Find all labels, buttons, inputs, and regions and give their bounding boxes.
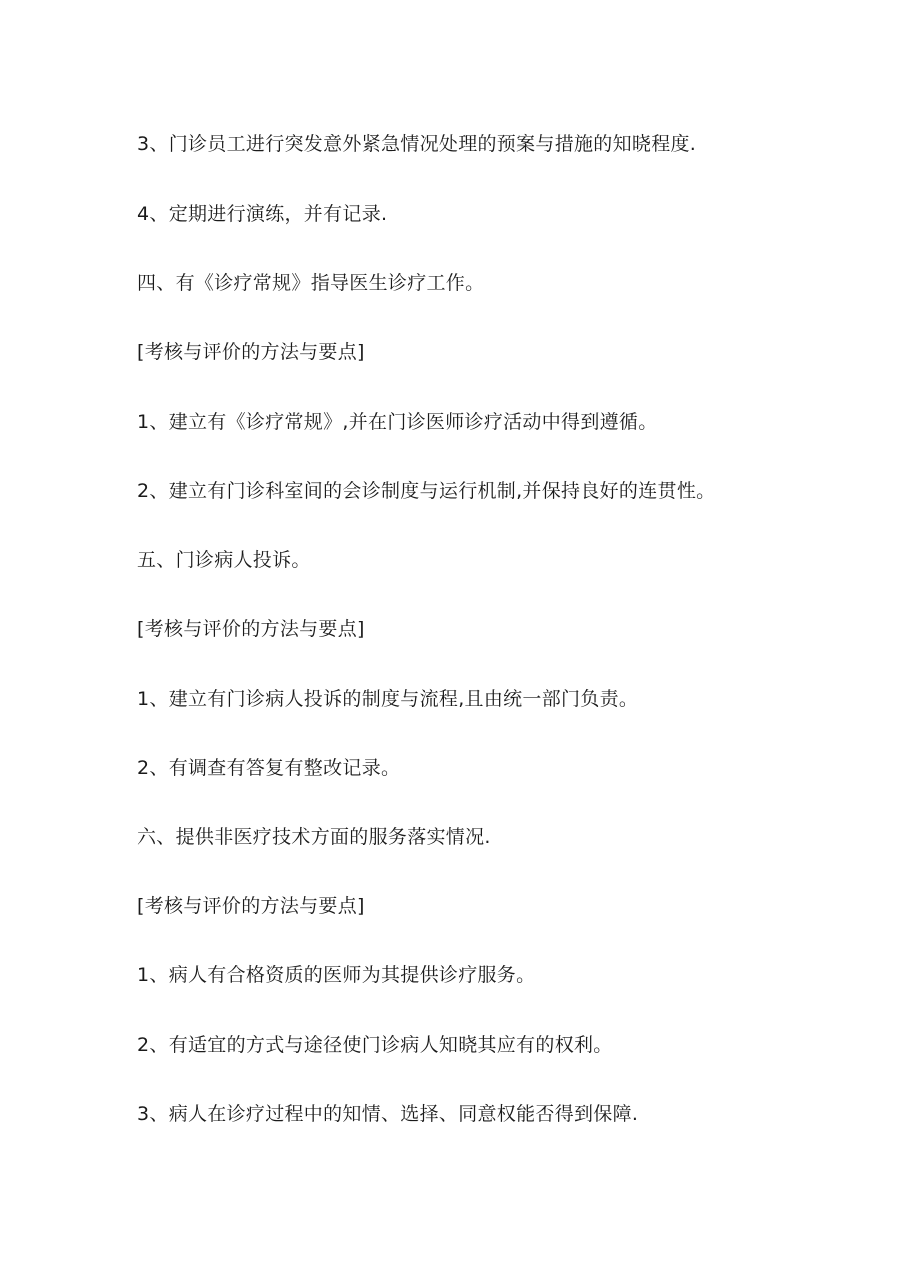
list-item-informed-consent: 3、病人在诊疗过程中的知情、选择、同意权能否得到保障. (137, 1103, 639, 1125)
section-heading-patient-complaints: 五、门诊病人投诉。 (137, 549, 311, 571)
list-item-qualified-physicians: 1、病人有合格资质的医师为其提供诊疗服务。 (137, 964, 536, 986)
assessment-heading: [考核与评价的方法与要点] (137, 618, 365, 640)
section-heading-diagnosis-norms: 四、有《诊疗常规》指导医生诊疗工作。 (137, 272, 485, 294)
list-item-consultation-system: 2、建立有门诊科室间的会诊制度与运行机制,并保持良好的连贯性。 (137, 480, 716, 502)
assessment-heading: [考核与评价的方法与要点] (137, 895, 365, 917)
assessment-heading: [考核与评价的方法与要点] (137, 341, 365, 363)
list-item-drills: 4、定期进行演练，并有记录. (137, 203, 388, 225)
list-item-patient-rights: 2、有适宜的方式与途径使门诊病人知晓其应有的权利。 (137, 1034, 613, 1056)
list-item-norms-established: 1、建立有《诊疗常规》,并在门诊医师诊疗活动中得到遵循。 (137, 411, 658, 433)
list-item-complaint-process: 1、建立有门诊病人投诉的制度与流程,且由统一部门负责。 (137, 688, 639, 710)
list-item-emergency-awareness: 3、门诊员工进行突发意外紧急情况处理的预案与措施的知晓程度. (137, 133, 697, 155)
list-item-complaint-records: 2、有调查有答复有整改记录。 (137, 757, 401, 779)
section-heading-non-medical-services: 六、提供非医疗技术方面的服务落实情况. (137, 826, 491, 848)
